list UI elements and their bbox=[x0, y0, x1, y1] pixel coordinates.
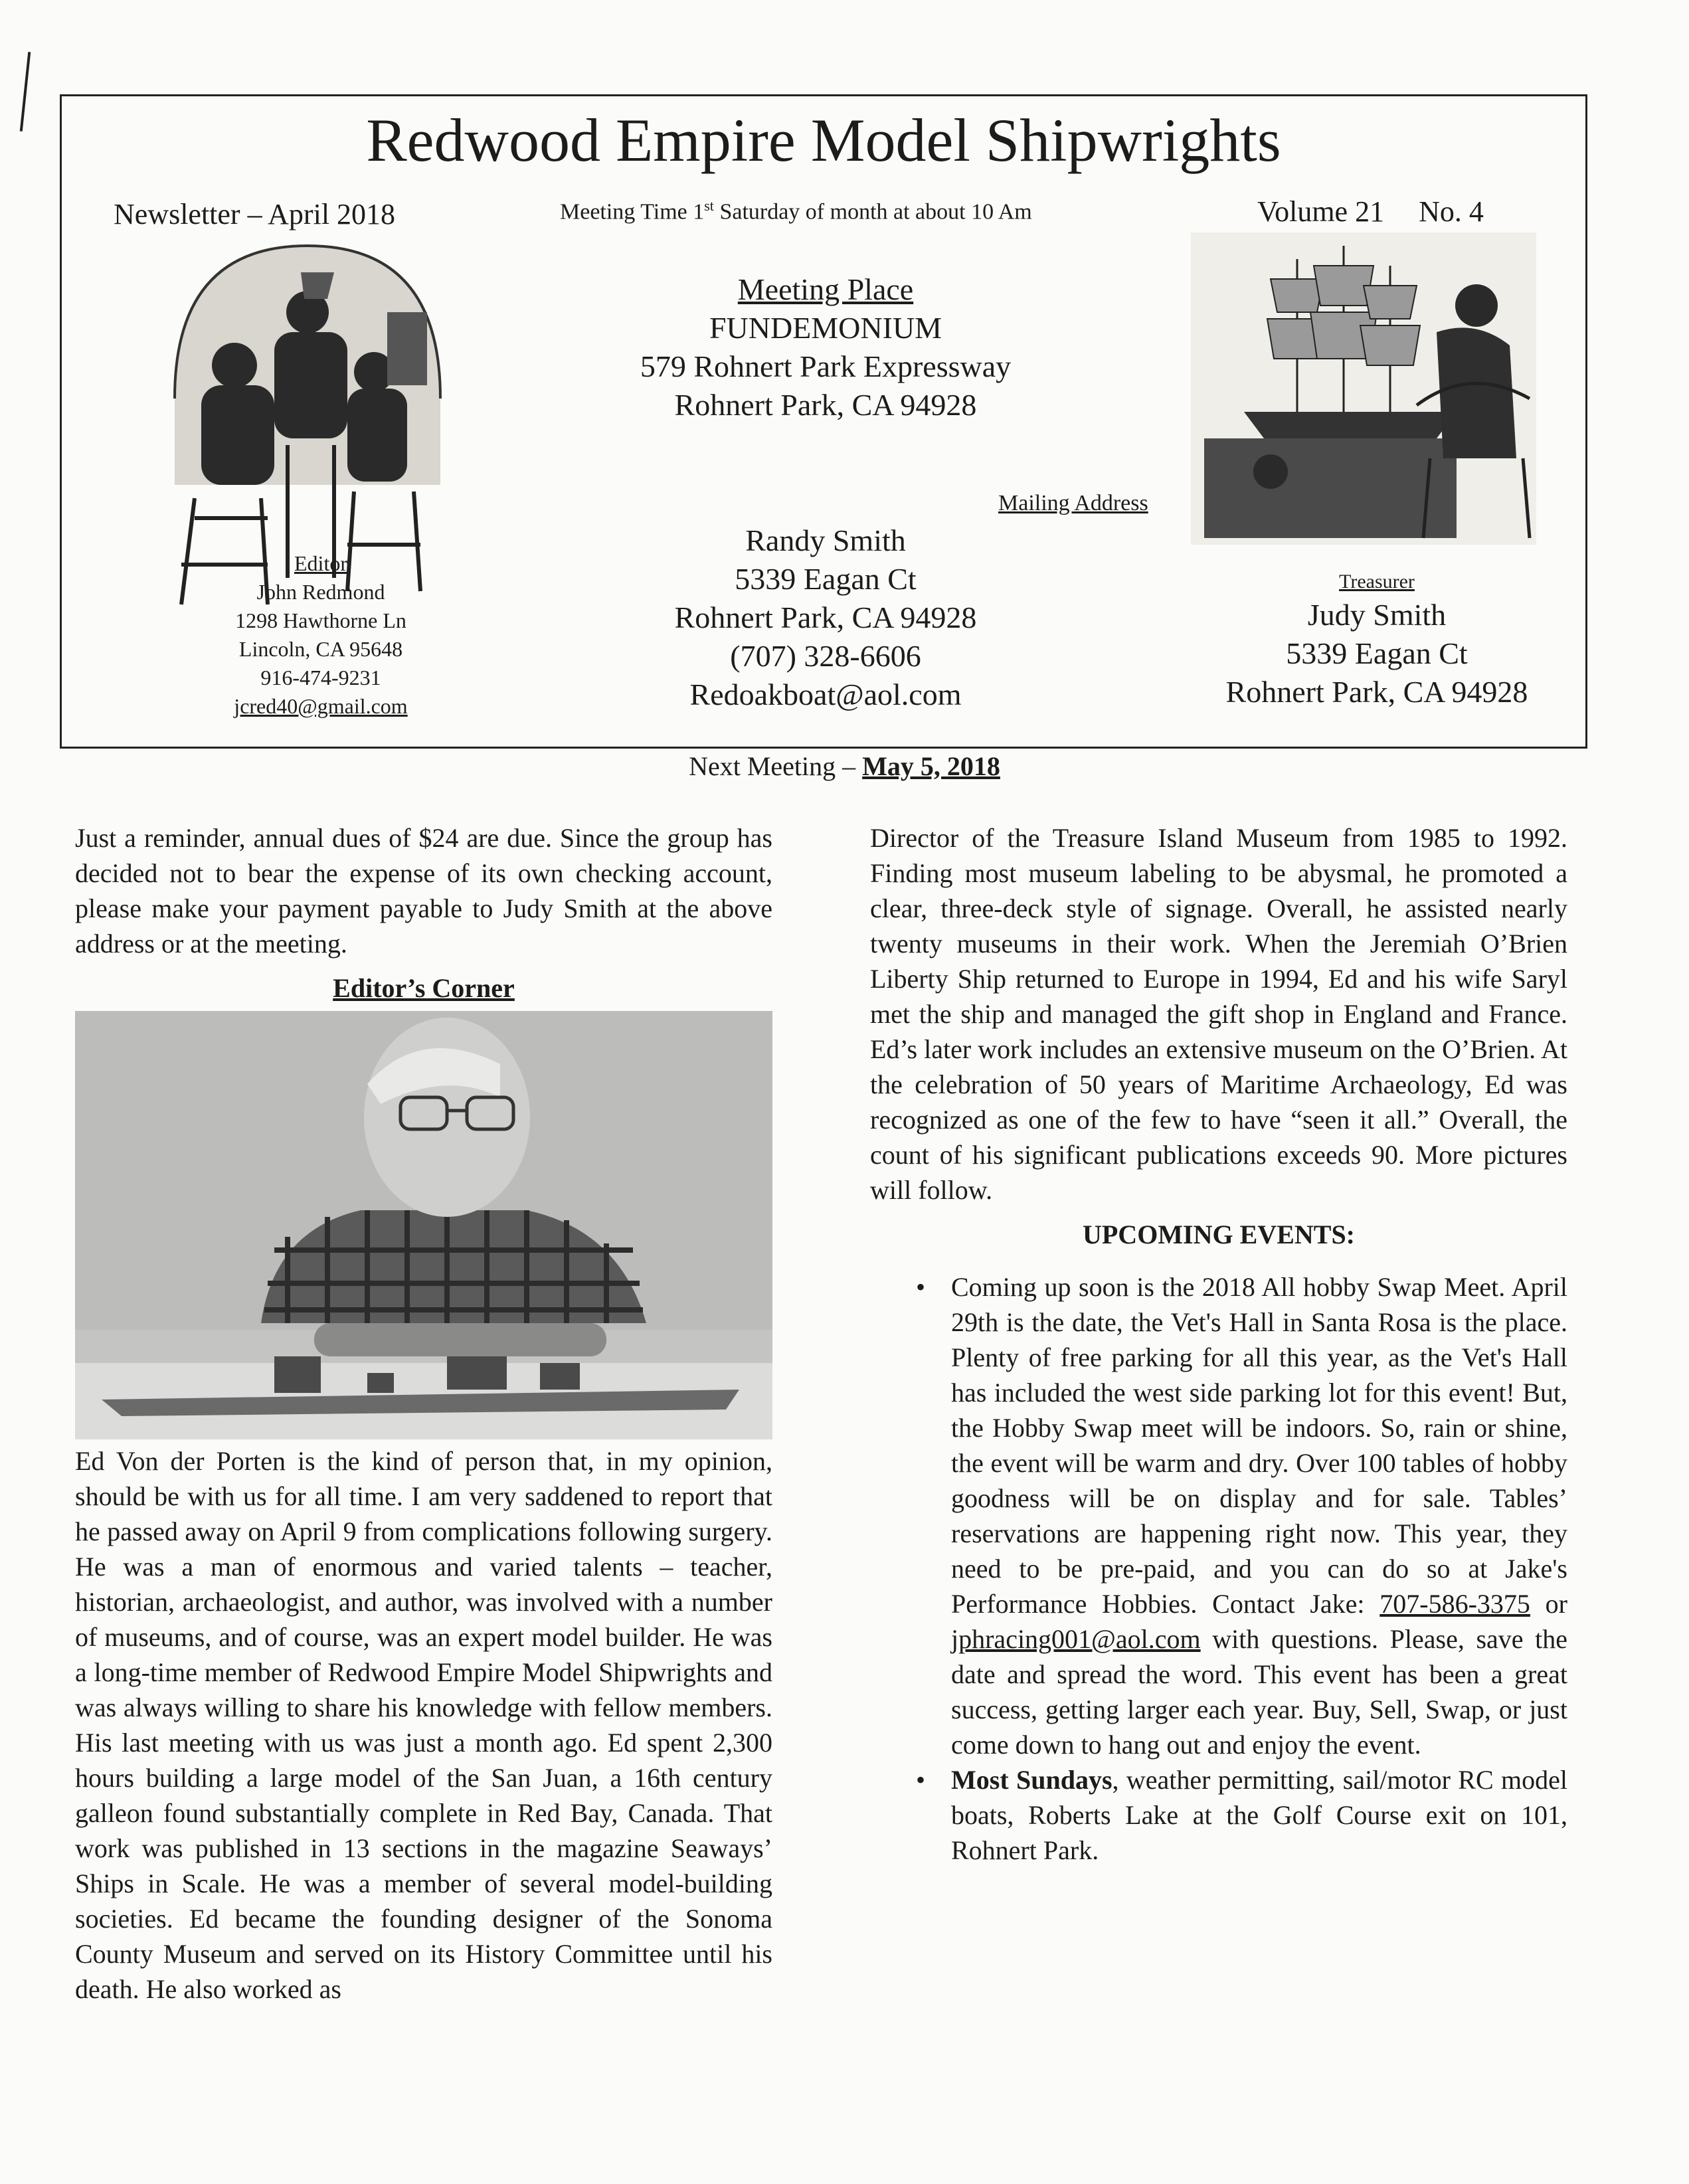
next-meeting-date: May 5, 2018 bbox=[862, 751, 1000, 781]
treasurer-city: Rohnert Park, CA 94928 bbox=[1225, 675, 1528, 709]
ed-von-der-porten-photo bbox=[75, 1011, 772, 1439]
masthead-title: Redwood Empire Model Shipwrights bbox=[366, 106, 1281, 174]
tribute-article: Ed Von der Porten is the kind of person that, in my opinion, should be with us for all time. I am very saddened to report that he passed away on April 9 from complications following surgery. He was a man of enormous and varied talents – teacher, historian, archaeologist, and author, was involved with a number of museums, and of course, was an expert model builder. He was a long-time member of Redwood Empire Model Shipwrights and was always willing to share his knowledge with fellow members. His last meeting with us was just a month ago. Ed spent 2,300 hours building a large model of the San Juan, a 16th century galleon found substantially complete in Red Bay, Canada. That work was published in 13 sections in the magazine Seaways’ Ships in Scale. He was a member of several model-building societies. Ed became the founding designer of the Sonoma County Museum and served on its History Committee until his death. He also worked as bbox=[75, 1446, 772, 2004]
meeting-place-city: Rohnert Park, CA 94928 bbox=[674, 388, 977, 422]
tribute-continuation: Director of the Treasure Island Museum from 1985 to 1992. Finding most museum labeling to be abysmal, he promoted a clear, three-deck style of signage. Overall, he assisted nearly twenty museums in their work. When the Jeremiah O’Brien Liberty Ship returned to Europe in 1994, Ed and his wife Saryl met the ship and managed the gift shop in England and France. Ed’s later work includes an extensive museum on the O’Brien. At the celebration of 50 years of Maritime Archaeology, Ed was recognized as one of the few to have “seen it all.” Overall, the count of his significant publications exceeds 90. More pictures will follow. bbox=[870, 823, 1567, 1205]
photo-svg bbox=[75, 1011, 772, 1439]
meeting-place-block bbox=[527, 270, 1124, 424]
most-sundays-label: Most Sundays bbox=[951, 1765, 1112, 1795]
right-column bbox=[870, 820, 1567, 1868]
mailing-address-heading: Mailing Address bbox=[998, 491, 1148, 515]
editor-phone: 916-474-9231 bbox=[260, 666, 381, 689]
mailing-street: 5339 Eagan Ct bbox=[735, 562, 917, 596]
editor-street: 1298 Hawthorne Ln bbox=[235, 608, 406, 632]
volume-number: Volume 21 No. 4 bbox=[1257, 195, 1484, 228]
meeting-place-name: FUNDEMONIUM bbox=[709, 311, 942, 345]
jake-phone-link[interactable]: 707-586-3375 bbox=[1379, 1589, 1530, 1619]
event-swap-meet: • Coming up soon is the 2018 All hobby Swap Meet. April 29th is the date, the Vet's Hall in Santa Rosa is the place. Plenty of free parking for all this year, as the Vet's Hall has included the west side parking lot for this event! But, the Hobby Swap meet will be indoors. So, rain or shine, the event will be warm and dry. Over 100 tables of hobby goodness will be on display and for sale. Tables’ reservations are happening right now. This year, they need to be pre-paid, and you can do so at Jake's Performance Hobbies. Contact Jake: 707-586-3375 or jphracing001@aol.com with questions. Please, save the date and spread the word. This event has been a great success, getting larger each year. Buy, Sell, Swap, or just come down to hang out and enjoy the event. bbox=[890, 1269, 1567, 1762]
ship-builder-illustration bbox=[1191, 232, 1536, 545]
dues-reminder: Just a reminder, annual dues of $24 are due. Since the group has decided not to bear the expense of its own checking account, please make your payment payable to Judy Smith at the above address or at the meeting. bbox=[75, 823, 772, 958]
treasurer-heading: Treasurer bbox=[1339, 571, 1415, 592]
newsletter-date: Newsletter – April 2018 bbox=[114, 198, 396, 230]
pen-mark bbox=[20, 52, 31, 132]
meeting-time: Meeting Time 1st Saturday of month at about 10 Am bbox=[560, 197, 1032, 225]
mailing-email[interactable]: Redoakboat@aol.com bbox=[689, 678, 962, 711]
event-rc-boats: • Most Sundays, weather permitting, sail/motor RC model boats, Roberts Lake at the Golf Course exit on 101, Rohnert Park. bbox=[890, 1762, 1567, 1868]
mailing-address-block bbox=[527, 521, 1124, 714]
left-column bbox=[75, 820, 772, 2007]
meeting-place-street: 579 Rohnert Park Expressway bbox=[640, 349, 1012, 383]
events-list bbox=[890, 1269, 1567, 1868]
mailing-phone: (707) 328-6606 bbox=[730, 639, 921, 673]
editor-email-link[interactable]: jcred40@gmail.com bbox=[234, 694, 408, 718]
bullet-icon: • bbox=[915, 1272, 925, 1302]
treasurer-street: 5339 Eagan Ct bbox=[1286, 636, 1468, 670]
bullet-icon: • bbox=[915, 1765, 925, 1795]
treasurer-block bbox=[1191, 568, 1563, 711]
mailing-city: Rohnert Park, CA 94928 bbox=[674, 600, 977, 634]
mailing-name: Randy Smith bbox=[745, 523, 906, 557]
jake-email-link[interactable]: jphracing001@aol.com bbox=[951, 1624, 1201, 1654]
editors-corner-heading: Editor’s Corner bbox=[333, 973, 515, 1003]
next-meeting bbox=[0, 751, 1689, 782]
editor-name: John Redmond bbox=[256, 580, 385, 604]
meeting-place-heading: Meeting Place bbox=[737, 272, 914, 306]
header-box bbox=[60, 94, 1587, 749]
next-meeting-label: Next Meeting – bbox=[689, 751, 863, 781]
ship-builder-illustration-svg bbox=[1191, 232, 1536, 545]
editor-city: Lincoln, CA 95648 bbox=[238, 637, 403, 661]
treasurer-name: Judy Smith bbox=[1307, 598, 1447, 632]
editor-block bbox=[168, 549, 474, 721]
editor-heading: Editor bbox=[294, 551, 347, 575]
upcoming-events-heading: UPCOMING EVENTS: bbox=[1082, 1220, 1356, 1249]
